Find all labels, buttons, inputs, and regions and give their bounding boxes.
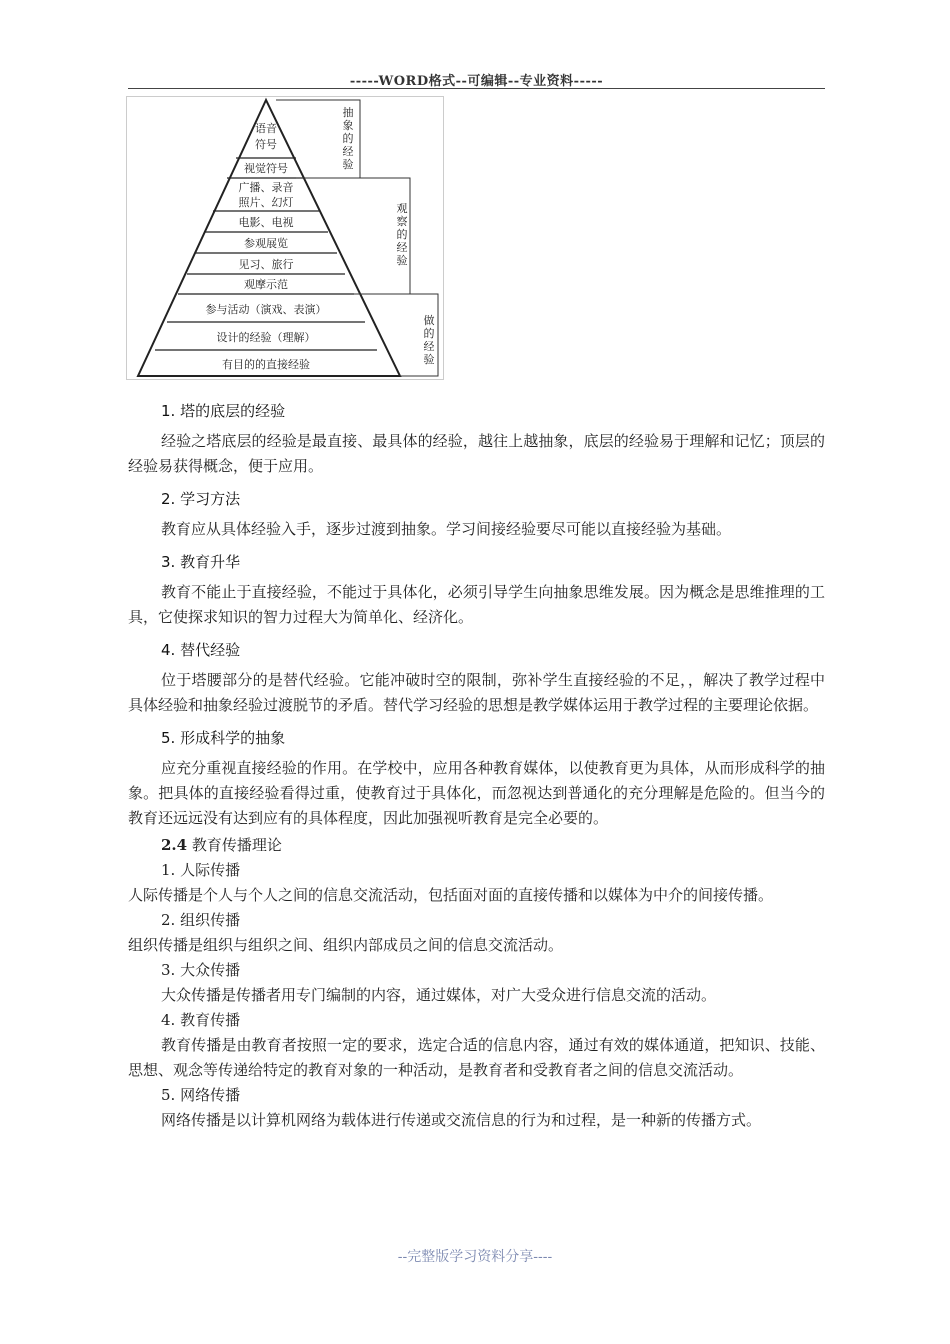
- svg-text:经: 经: [396, 241, 408, 254]
- svg-text:察: 察: [396, 215, 408, 228]
- level-label-direct: 有目的的直接经验: [222, 358, 310, 371]
- side-label-do: [424, 313, 435, 366]
- svg-text:经: 经: [423, 340, 435, 353]
- item-heading: 1. 人际传播: [161, 861, 241, 879]
- item-paragraph: 网络传播是以计算机网络为载体进行传递或交流信息的行为和过程，是一种新的传播方式。: [161, 1111, 762, 1129]
- svg-text:经: 经: [342, 145, 354, 158]
- side-label-abstract: [343, 105, 354, 171]
- svg-text:验: 验: [342, 158, 354, 171]
- item-heading: 3. 大众传播: [161, 961, 241, 979]
- svg-text:验: 验: [396, 254, 408, 267]
- section-paragraph: 教育应从具体经验入手，逐步过渡到抽象。学习间接经验要尽可能以直接经验为基础。: [161, 520, 732, 538]
- level-label-trip: 见习、旅行: [238, 258, 294, 271]
- section-paragraph: 教育不能止于直接经验，不能过于具体化，必须引导学生向抽象思维发展。因为概念是思维推理的工具，它使探求知识的智力过程大为简单化、经济化。: [128, 583, 825, 626]
- document-body: [128, 398, 825, 1133]
- section-heading: 1. 塔的底层的经验: [161, 402, 286, 420]
- svg-text:观: 观: [396, 202, 408, 215]
- level-label-photo: 照片、幻灯: [238, 196, 294, 209]
- item-paragraph: 人际传播是个人与个人之间的信息交流活动，包括面对面的直接传播和以媒体为中介的间接传播。: [128, 886, 774, 904]
- item-paragraph: 教育传播是由教育者按照一定的要求，选定合适的信息内容，通过有效的媒体通道，把知识、技能、思想、观念等传递给特定的教育对象的一种活动，是教育者和受教育者之间的信息交流活动。: [128, 1036, 825, 1079]
- item-heading: 4. 教育传播: [161, 1011, 241, 1029]
- section-paragraph: 应充分重视直接经验的作用。在学校中，应用各种教育媒体，以使教育更为具体，从而形成科学的抽象。把具体的直接经验看得过重，使教育过于具体化，而忽视达到普通化的充分理解是危险的。但当今的教育还远远没有达到应有的具体程度，因此加强视听教育是完全必要的。: [128, 759, 825, 827]
- svg-text:象: 象: [342, 119, 354, 132]
- svg-text:的: 的: [342, 132, 354, 145]
- svg-text:做: 做: [423, 314, 435, 327]
- svg-text:的: 的: [423, 327, 435, 340]
- level-label-radio: 广播、录音: [238, 181, 294, 194]
- section-paragraph: 经验之塔底层的经验是最直接、最具体的经验，越往上越抽象，底层的经验易于理解和记忆；顶层的经验易获得概念，便于应用。: [128, 432, 825, 475]
- section-heading: 4. 替代经验: [161, 641, 241, 659]
- level-label-demo: 观摩示范: [244, 278, 288, 291]
- subsection-title-text: 教育传播理论: [191, 836, 282, 854]
- subsection-number: 2.4: [161, 836, 188, 854]
- level-label-exhibit: 参观展览: [244, 237, 288, 250]
- svg-text:验: 验: [423, 353, 435, 366]
- item-heading: 2. 组织传播: [161, 911, 241, 929]
- side-label-observe: [397, 202, 408, 267]
- level-label-film: 电影、电视: [238, 216, 294, 229]
- level-label-visual-symbol: 视觉符号: [244, 162, 288, 175]
- experience-cone-figure: [126, 96, 444, 380]
- level-label-designed: 设计的经验（理解）: [216, 331, 316, 344]
- section-paragraph: 位于塔腰部分的是替代经验。它能冲破时空的限制，弥补学生直接经验的不足，，解决了教学过程中具体经验和抽象经验过渡脱节的矛盾。替代学习经验的思想是教学媒体运用于教学过程的主要理论依据。: [128, 671, 825, 714]
- level-label-symbol: 符号: [255, 138, 277, 151]
- experience-cone-svg: [126, 96, 444, 380]
- section-heading: 2. 学习方法: [161, 490, 241, 508]
- header-rule: [128, 88, 825, 89]
- svg-text:抽: 抽: [342, 106, 354, 119]
- svg-text:的: 的: [396, 228, 408, 241]
- section-heading: 5. 形成科学的抽象: [161, 729, 286, 747]
- page-footer: --完整版学习资料分享----: [397, 1249, 553, 1265]
- subsection-title: [161, 833, 825, 858]
- section-heading: 3. 教育升华: [161, 553, 241, 571]
- item-heading: 5. 网络传播: [161, 1086, 241, 1104]
- item-paragraph: 大众传播是传播者用专门编制的内容，通过媒体，对广大受众进行信息交流的活动。: [161, 986, 717, 1004]
- level-label-voice: 语音: [255, 122, 277, 135]
- level-label-participate: 参与活动（演戏、表演）: [205, 303, 327, 316]
- item-paragraph: 组织传播是组织与组织之间、组织内部成员之间的信息交流活动。: [128, 936, 564, 954]
- page-header: -----WORD格式--可编辑--专业资料-----: [349, 74, 604, 89]
